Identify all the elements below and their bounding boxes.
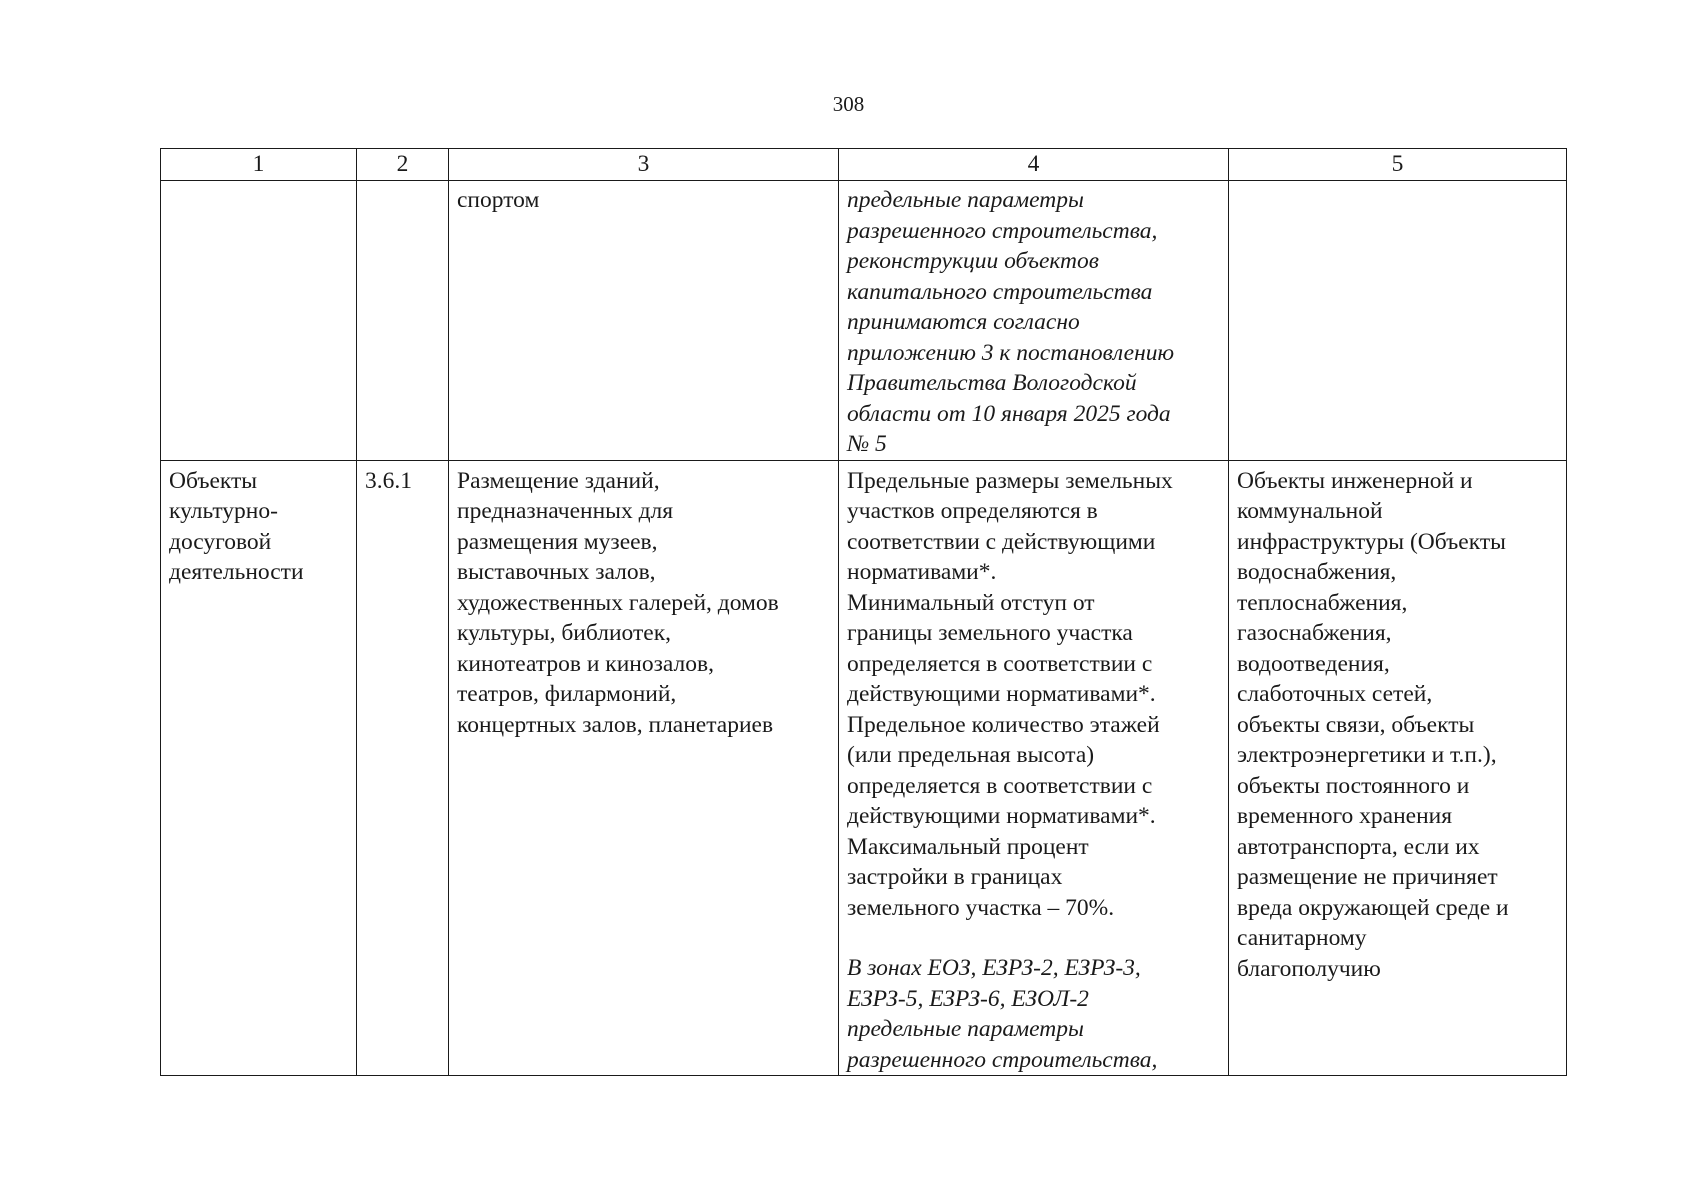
cell-parameters: предельные параметры разрешенного строительства, реконструкции объектов капитального строительства принимаются согласно приложению 3 к постановлению Правительства Вологодской области от 10 января 2025 года № 5 — [839, 181, 1229, 461]
cell-parameters — [839, 460, 1229, 1076]
header-col-5: 5 — [1229, 149, 1567, 181]
paragraph-gap — [847, 923, 1220, 953]
parameters-zones-text: В зонах ЕОЗ, ЕЗРЗ-2, ЕЗРЗ-3, ЕЗРЗ-5, ЕЗРЗ-6, ЕЗОЛ-2 предельные параметры разрешенного строительства, — [847, 955, 1158, 1073]
header-col-1: 1 — [161, 149, 357, 181]
header-col-3: 3 — [449, 149, 839, 181]
regulations-table — [160, 148, 1567, 1076]
header-col-2: 2 — [357, 149, 449, 181]
cell-auxiliary-uses — [1229, 181, 1567, 461]
header-row — [161, 149, 1567, 181]
table-row-cultural-leisure — [161, 460, 1567, 1076]
cell-code: 3.6.1 — [357, 460, 449, 1076]
cell-code — [357, 181, 449, 461]
cell-auxiliary-uses: Объекты инженерной и коммунальной инфраструктуры (Объекты водоснабжения, теплоснабжения, газоснабжения, водоотведения, слаботочных сетей, объекты связи, объекты электроэнергетики и т.п.), объекты постоянного и временного хранения автотранспорта, если их размещение не причиняет вреда окружающей среде и санитарному благополучию — [1229, 460, 1567, 1076]
cell-use-name: Объекты культурно- досуговой деятельности — [161, 460, 357, 1076]
parameters-regular-text: Предельные размеры земельных участков определяются в соответствии с действующими нормативами*. Минимальный отступ от границы земельного участка определяется в соответствии с действующими нормативами*. Предельное количество этажей (или предельная высота) определяется в соответствии с действующими нормативами*. Максимальный процент застройки в границах земельного участка – 70%. — [847, 467, 1173, 921]
header-col-4: 4 — [839, 149, 1229, 181]
table-row-continuation — [161, 181, 1567, 461]
page-number: 308 — [832, 92, 865, 116]
cell-description: спортом — [449, 181, 839, 461]
cell-description: Размещение зданий, предназначенных для размещения музеев, выставочных залов, художественных галерей, домов культуры, библиотек, кинотеатров и кинозалов, театров, филармоний, концертных залов, планетариев — [449, 460, 839, 1076]
cell-use-name — [161, 181, 357, 461]
